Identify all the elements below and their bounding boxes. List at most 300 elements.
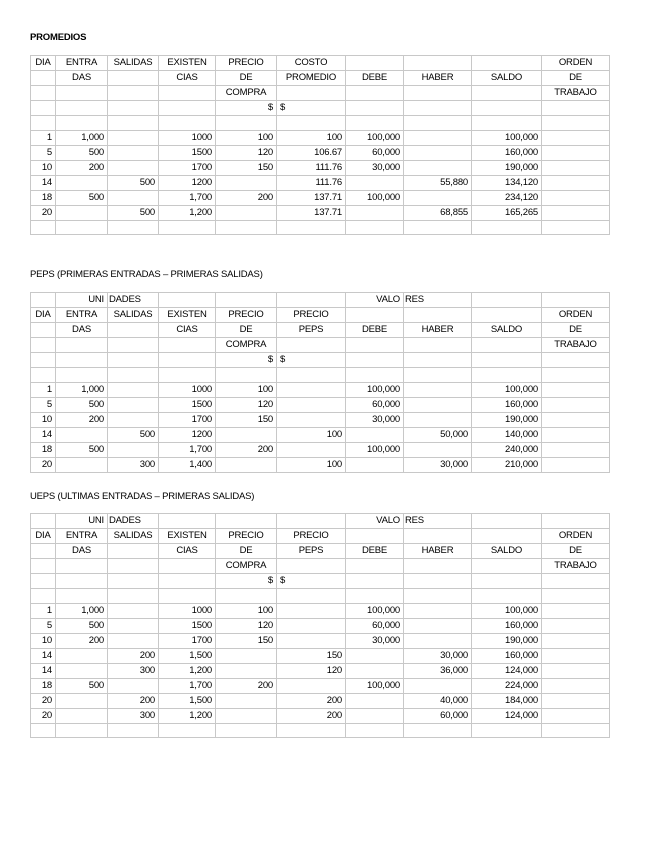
header-row bbox=[31, 308, 610, 323]
header-existencias bbox=[159, 559, 216, 574]
table-row bbox=[31, 663, 610, 678]
cell-salidas bbox=[108, 368, 159, 383]
cell-entradas: 500 bbox=[56, 145, 108, 160]
header-debe bbox=[346, 529, 404, 544]
cell-existencias bbox=[159, 368, 216, 383]
header-salidas bbox=[108, 559, 159, 574]
table-row bbox=[31, 427, 610, 442]
header-saldo bbox=[472, 559, 542, 574]
header-saldo bbox=[472, 529, 542, 544]
cell-debe bbox=[346, 205, 404, 220]
header-salidas bbox=[108, 544, 159, 559]
header-precio-compra: DE bbox=[216, 323, 277, 338]
header-existencias: EXISTEN bbox=[159, 308, 216, 323]
cell-precio-compra bbox=[216, 708, 277, 723]
cell-orden-trabajo bbox=[542, 648, 610, 663]
header-row bbox=[31, 71, 610, 86]
cell-costo bbox=[277, 442, 346, 457]
header-dia: DIA bbox=[31, 308, 56, 323]
cell-saldo: 234,120 bbox=[472, 190, 542, 205]
cell-debe bbox=[346, 457, 404, 472]
cell-orden-trabajo bbox=[542, 382, 610, 397]
table-row bbox=[31, 175, 610, 190]
cell-entradas bbox=[56, 648, 108, 663]
cell-haber bbox=[404, 160, 472, 175]
header-costo bbox=[277, 559, 346, 574]
cell-existencias: 1700 bbox=[159, 633, 216, 648]
cell-existencias: 1500 bbox=[159, 145, 216, 160]
header-costo: PRECIO bbox=[277, 529, 346, 544]
cell-saldo bbox=[472, 723, 542, 738]
cell-salidas bbox=[108, 589, 159, 604]
cell-debe: 100,000 bbox=[346, 130, 404, 145]
header-haber bbox=[404, 353, 472, 368]
header-costo bbox=[277, 86, 346, 101]
table-row bbox=[31, 160, 610, 175]
table-row bbox=[31, 368, 610, 383]
cell-existencias bbox=[159, 220, 216, 235]
cell-dia: 20 bbox=[31, 457, 56, 472]
empty-cell bbox=[277, 293, 346, 308]
header-debe: DEBE bbox=[346, 544, 404, 559]
header-existencias: CIAS bbox=[159, 323, 216, 338]
header-row bbox=[31, 56, 610, 71]
cell-haber: 36,000 bbox=[404, 663, 472, 678]
cell-orden-trabajo bbox=[542, 708, 610, 723]
valores-label-a: VALO bbox=[346, 514, 404, 529]
cell-haber bbox=[404, 368, 472, 383]
cell-entradas bbox=[56, 220, 108, 235]
cell-precio-compra bbox=[216, 589, 277, 604]
valores-label-b: RES bbox=[404, 293, 472, 308]
header-existencias bbox=[159, 101, 216, 116]
cell-dia: 14 bbox=[31, 427, 56, 442]
cell-haber: 30,000 bbox=[404, 457, 472, 472]
header-orden-trabajo bbox=[542, 574, 610, 589]
cell-precio-compra bbox=[216, 205, 277, 220]
header-entradas: ENTRA bbox=[56, 308, 108, 323]
cell-salidas: 300 bbox=[108, 457, 159, 472]
cell-existencias: 1700 bbox=[159, 412, 216, 427]
table-row bbox=[31, 678, 610, 693]
unidades-label-a: UNI bbox=[56, 514, 108, 529]
promedios-table bbox=[30, 55, 610, 235]
header-debe bbox=[346, 559, 404, 574]
cell-entradas: 200 bbox=[56, 633, 108, 648]
cell-orden-trabajo bbox=[542, 220, 610, 235]
cell-existencias bbox=[159, 723, 216, 738]
cell-salidas bbox=[108, 145, 159, 160]
cell-salidas bbox=[108, 678, 159, 693]
cell-entradas: 1,000 bbox=[56, 603, 108, 618]
header-haber: HABER bbox=[404, 71, 472, 86]
cell-orden-trabajo bbox=[542, 633, 610, 648]
cell-saldo: 160,000 bbox=[472, 145, 542, 160]
cell-debe: 30,000 bbox=[346, 633, 404, 648]
header-entradas bbox=[56, 559, 108, 574]
cell-dia bbox=[31, 589, 56, 604]
header-precio-compra: PRECIO bbox=[216, 529, 277, 544]
cell-saldo: 190,000 bbox=[472, 633, 542, 648]
header-dia: DIA bbox=[31, 56, 56, 71]
cell-existencias: 1,700 bbox=[159, 442, 216, 457]
cell-saldo: 100,000 bbox=[472, 603, 542, 618]
cell-salidas bbox=[108, 723, 159, 738]
header-entradas: DAS bbox=[56, 544, 108, 559]
header-dia bbox=[31, 338, 56, 353]
header-dia bbox=[31, 559, 56, 574]
cell-haber bbox=[404, 723, 472, 738]
cell-salidas bbox=[108, 190, 159, 205]
cell-haber bbox=[404, 397, 472, 412]
header-existencias: CIAS bbox=[159, 544, 216, 559]
cell-entradas bbox=[56, 205, 108, 220]
cell-entradas: 200 bbox=[56, 160, 108, 175]
cell-costo bbox=[277, 603, 346, 618]
cell-haber: 40,000 bbox=[404, 693, 472, 708]
cell-dia bbox=[31, 116, 56, 131]
table-row bbox=[31, 382, 610, 397]
cell-entradas bbox=[56, 427, 108, 442]
cell-orden-trabajo bbox=[542, 116, 610, 131]
header-saldo bbox=[472, 101, 542, 116]
empty-cell bbox=[542, 514, 610, 529]
header-orden-trabajo: ORDEN bbox=[542, 308, 610, 323]
header-row bbox=[31, 544, 610, 559]
cell-dia: 20 bbox=[31, 693, 56, 708]
header-saldo bbox=[472, 574, 542, 589]
cell-precio-compra: 200 bbox=[216, 678, 277, 693]
cell-salidas: 500 bbox=[108, 175, 159, 190]
cell-orden-trabajo bbox=[542, 412, 610, 427]
empty-cell bbox=[216, 293, 277, 308]
header-costo: PEPS bbox=[277, 323, 346, 338]
header-existencias bbox=[159, 338, 216, 353]
header-debe bbox=[346, 338, 404, 353]
header-haber bbox=[404, 559, 472, 574]
cell-haber bbox=[404, 412, 472, 427]
cell-precio-compra bbox=[216, 427, 277, 442]
cell-precio-compra: 150 bbox=[216, 412, 277, 427]
header-row bbox=[31, 559, 610, 574]
header-debe: DEBE bbox=[346, 323, 404, 338]
header-saldo: SALDO bbox=[472, 71, 542, 86]
cell-saldo: 184,000 bbox=[472, 693, 542, 708]
cell-debe: 100,000 bbox=[346, 382, 404, 397]
group-header-row bbox=[31, 293, 610, 308]
header-entradas: ENTRA bbox=[56, 529, 108, 544]
cell-saldo bbox=[472, 220, 542, 235]
cell-salidas: 500 bbox=[108, 427, 159, 442]
header-saldo bbox=[472, 308, 542, 323]
cell-saldo: 210,000 bbox=[472, 457, 542, 472]
header-debe bbox=[346, 353, 404, 368]
header-orden-trabajo: ORDEN bbox=[542, 56, 610, 71]
ueps-title: UEPS (ULTIMAS ENTRADAS – PRIMERAS SALIDAS) bbox=[30, 491, 255, 502]
cell-haber: 68,855 bbox=[404, 205, 472, 220]
header-precio-compra: DE bbox=[216, 544, 277, 559]
cell-precio-compra bbox=[216, 116, 277, 131]
header-precio-compra: $ bbox=[216, 574, 277, 589]
cell-dia bbox=[31, 368, 56, 383]
cell-costo: 120 bbox=[277, 663, 346, 678]
unidades-label-b: DADES bbox=[108, 293, 159, 308]
cell-haber bbox=[404, 678, 472, 693]
cell-precio-compra: 120 bbox=[216, 618, 277, 633]
header-existencias: CIAS bbox=[159, 71, 216, 86]
cell-precio-compra: 150 bbox=[216, 160, 277, 175]
cell-existencias: 1200 bbox=[159, 427, 216, 442]
header-orden-trabajo bbox=[542, 101, 610, 116]
cell-costo bbox=[277, 116, 346, 131]
header-salidas bbox=[108, 86, 159, 101]
cell-haber bbox=[404, 130, 472, 145]
cell-orden-trabajo bbox=[542, 190, 610, 205]
table-row bbox=[31, 633, 610, 648]
header-costo: $ bbox=[277, 353, 346, 368]
cell-precio-compra: 100 bbox=[216, 603, 277, 618]
cell-costo bbox=[277, 412, 346, 427]
cell-saldo bbox=[472, 589, 542, 604]
cell-debe bbox=[346, 175, 404, 190]
cell-saldo: 160,000 bbox=[472, 397, 542, 412]
header-haber bbox=[404, 308, 472, 323]
cell-dia: 1 bbox=[31, 603, 56, 618]
header-salidas bbox=[108, 101, 159, 116]
cell-salidas bbox=[108, 442, 159, 457]
header-costo: $ bbox=[277, 574, 346, 589]
cell-existencias: 1000 bbox=[159, 603, 216, 618]
cell-entradas: 200 bbox=[56, 412, 108, 427]
header-existencias: EXISTEN bbox=[159, 529, 216, 544]
cell-dia: 18 bbox=[31, 190, 56, 205]
cell-dia: 5 bbox=[31, 618, 56, 633]
header-entradas bbox=[56, 574, 108, 589]
cell-existencias: 1,200 bbox=[159, 205, 216, 220]
cell-saldo: 224,000 bbox=[472, 678, 542, 693]
cell-debe bbox=[346, 723, 404, 738]
cell-precio-compra: 150 bbox=[216, 633, 277, 648]
cell-costo: 100 bbox=[277, 427, 346, 442]
header-debe bbox=[346, 308, 404, 323]
cell-debe: 30,000 bbox=[346, 160, 404, 175]
header-debe bbox=[346, 56, 404, 71]
cell-orden-trabajo bbox=[542, 130, 610, 145]
cell-salidas: 500 bbox=[108, 205, 159, 220]
cell-saldo: 140,000 bbox=[472, 427, 542, 442]
cell-precio-compra: 100 bbox=[216, 130, 277, 145]
header-precio-compra: COMPRA bbox=[216, 338, 277, 353]
header-entradas bbox=[56, 353, 108, 368]
ueps-table bbox=[30, 513, 610, 738]
cell-salidas bbox=[108, 618, 159, 633]
cell-salidas bbox=[108, 603, 159, 618]
cell-salidas bbox=[108, 633, 159, 648]
cell-debe bbox=[346, 648, 404, 663]
cell-precio-compra bbox=[216, 175, 277, 190]
cell-salidas: 200 bbox=[108, 648, 159, 663]
cell-orden-trabajo bbox=[542, 145, 610, 160]
cell-salidas bbox=[108, 160, 159, 175]
table-row bbox=[31, 220, 610, 235]
cell-haber bbox=[404, 382, 472, 397]
cell-orden-trabajo bbox=[542, 723, 610, 738]
table-row bbox=[31, 116, 610, 131]
cell-orden-trabajo bbox=[542, 693, 610, 708]
header-costo bbox=[277, 338, 346, 353]
cell-saldo: 190,000 bbox=[472, 412, 542, 427]
header-existencias bbox=[159, 353, 216, 368]
header-costo: PROMEDIO bbox=[277, 71, 346, 86]
cell-dia: 5 bbox=[31, 397, 56, 412]
cell-dia: 10 bbox=[31, 160, 56, 175]
cell-haber: 60,000 bbox=[404, 708, 472, 723]
cell-saldo: 160,000 bbox=[472, 648, 542, 663]
cell-existencias: 1,200 bbox=[159, 663, 216, 678]
cell-dia: 18 bbox=[31, 442, 56, 457]
header-entradas: DAS bbox=[56, 71, 108, 86]
cell-existencias bbox=[159, 116, 216, 131]
header-row bbox=[31, 323, 610, 338]
cell-precio-compra: 120 bbox=[216, 397, 277, 412]
header-costo: COSTO bbox=[277, 56, 346, 71]
cell-salidas: 300 bbox=[108, 663, 159, 678]
cell-orden-trabajo bbox=[542, 205, 610, 220]
header-dia bbox=[31, 323, 56, 338]
cell-existencias: 1,500 bbox=[159, 648, 216, 663]
header-saldo: SALDO bbox=[472, 323, 542, 338]
cell-precio-compra: 200 bbox=[216, 442, 277, 457]
cell-debe bbox=[346, 708, 404, 723]
cell-debe: 60,000 bbox=[346, 397, 404, 412]
header-costo: PRECIO bbox=[277, 308, 346, 323]
cell-saldo: 124,000 bbox=[472, 708, 542, 723]
cell-costo bbox=[277, 220, 346, 235]
cell-costo: 137.71 bbox=[277, 190, 346, 205]
cell-entradas: 500 bbox=[56, 442, 108, 457]
cell-existencias: 1000 bbox=[159, 130, 216, 145]
cell-haber bbox=[404, 603, 472, 618]
table-row bbox=[31, 442, 610, 457]
header-salidas bbox=[108, 71, 159, 86]
cell-dia bbox=[31, 723, 56, 738]
cell-dia: 14 bbox=[31, 663, 56, 678]
cell-debe: 100,000 bbox=[346, 678, 404, 693]
cell-orden-trabajo bbox=[542, 678, 610, 693]
cell-entradas: 500 bbox=[56, 618, 108, 633]
cell-dia: 10 bbox=[31, 412, 56, 427]
header-haber bbox=[404, 101, 472, 116]
cell-haber bbox=[404, 116, 472, 131]
header-salidas bbox=[108, 574, 159, 589]
cell-dia: 1 bbox=[31, 130, 56, 145]
header-orden-trabajo: TRABAJO bbox=[542, 338, 610, 353]
cell-orden-trabajo bbox=[542, 397, 610, 412]
header-salidas bbox=[108, 323, 159, 338]
header-entradas: ENTRA bbox=[56, 56, 108, 71]
header-dia bbox=[31, 101, 56, 116]
cell-precio-compra: 100 bbox=[216, 382, 277, 397]
cell-haber: 55,880 bbox=[404, 175, 472, 190]
header-orden-trabajo: DE bbox=[542, 323, 610, 338]
cell-existencias: 1700 bbox=[159, 160, 216, 175]
header-entradas bbox=[56, 101, 108, 116]
header-debe bbox=[346, 101, 404, 116]
header-row bbox=[31, 529, 610, 544]
header-debe bbox=[346, 574, 404, 589]
empty-cell bbox=[472, 293, 542, 308]
cell-entradas: 500 bbox=[56, 397, 108, 412]
cell-entradas bbox=[56, 708, 108, 723]
cell-entradas: 500 bbox=[56, 678, 108, 693]
cell-precio-compra bbox=[216, 368, 277, 383]
table-row bbox=[31, 693, 610, 708]
cell-costo: 106.67 bbox=[277, 145, 346, 160]
empty-cell bbox=[472, 514, 542, 529]
valores-label-a: VALO bbox=[346, 293, 404, 308]
cell-existencias: 1500 bbox=[159, 618, 216, 633]
header-dia bbox=[31, 86, 56, 101]
header-precio-compra: PRECIO bbox=[216, 56, 277, 71]
cell-existencias bbox=[159, 589, 216, 604]
table-row bbox=[31, 457, 610, 472]
cell-entradas: 1,000 bbox=[56, 382, 108, 397]
cell-salidas: 200 bbox=[108, 693, 159, 708]
cell-debe bbox=[346, 220, 404, 235]
header-entradas: DAS bbox=[56, 323, 108, 338]
cell-costo: 111.76 bbox=[277, 175, 346, 190]
empty-cell bbox=[216, 514, 277, 529]
unidades-label-b: DADES bbox=[108, 514, 159, 529]
cell-debe bbox=[346, 663, 404, 678]
cell-salidas bbox=[108, 116, 159, 131]
cell-precio-compra bbox=[216, 648, 277, 663]
table-row bbox=[31, 708, 610, 723]
cell-precio-compra bbox=[216, 723, 277, 738]
header-existencias bbox=[159, 574, 216, 589]
cell-saldo: 124,000 bbox=[472, 663, 542, 678]
header-orden-trabajo: TRABAJO bbox=[542, 559, 610, 574]
cell-salidas: 300 bbox=[108, 708, 159, 723]
cell-orden-trabajo bbox=[542, 589, 610, 604]
cell-orden-trabajo bbox=[542, 427, 610, 442]
cell-saldo bbox=[472, 116, 542, 131]
cell-debe bbox=[346, 427, 404, 442]
cell-costo: 200 bbox=[277, 693, 346, 708]
header-dia bbox=[31, 71, 56, 86]
cell-saldo: 160,000 bbox=[472, 618, 542, 633]
header-saldo bbox=[472, 56, 542, 71]
cell-precio-compra bbox=[216, 693, 277, 708]
empty-cell bbox=[542, 293, 610, 308]
cell-debe: 30,000 bbox=[346, 412, 404, 427]
header-salidas: SALIDAS bbox=[108, 56, 159, 71]
header-dia bbox=[31, 353, 56, 368]
header-haber: HABER bbox=[404, 544, 472, 559]
cell-dia: 20 bbox=[31, 205, 56, 220]
header-precio-compra: DE bbox=[216, 71, 277, 86]
header-saldo bbox=[472, 353, 542, 368]
cell-existencias: 1,700 bbox=[159, 190, 216, 205]
cell-orden-trabajo bbox=[542, 457, 610, 472]
promedios-title: PROMEDIOS bbox=[30, 32, 87, 43]
cell-costo: 137.71 bbox=[277, 205, 346, 220]
header-haber bbox=[404, 86, 472, 101]
header-precio-compra: PRECIO bbox=[216, 308, 277, 323]
cell-existencias: 1,400 bbox=[159, 457, 216, 472]
header-salidas: SALIDAS bbox=[108, 529, 159, 544]
table-row bbox=[31, 723, 610, 738]
